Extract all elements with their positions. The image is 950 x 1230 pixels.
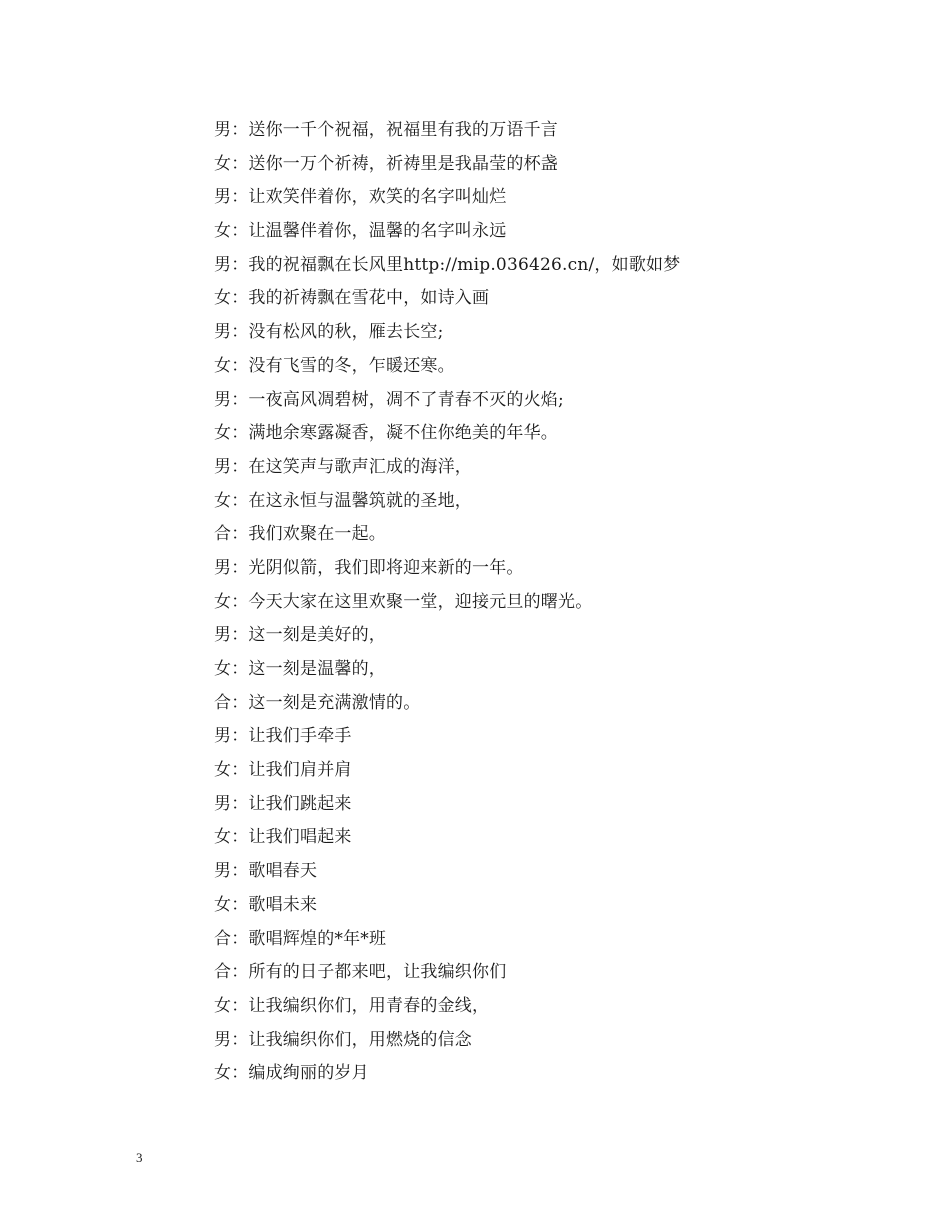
- speaker-label: 合：: [214, 524, 249, 545]
- speaker-label: 女：: [214, 659, 249, 679]
- speaker-label: 女：: [214, 153, 249, 174]
- line-text: 我的祝福飘在长风里http://mip.036426.cn/，如歌如梦: [248, 254, 681, 275]
- line-text: 没有飞雪的冬，乍暖还寒。: [248, 355, 455, 376]
- dialogue-line: [214, 925, 874, 959]
- dialogue-line: [214, 621, 874, 655]
- speaker-label: 男：: [214, 322, 249, 343]
- speaker-label: 男：: [214, 726, 249, 747]
- line-text: 送你一千个祝福，祝福里有我的万语千言: [248, 120, 559, 140]
- dialogue-line: [214, 588, 874, 622]
- dialogue-line: [214, 823, 874, 857]
- line-text: 满地余寒露凝香，凝不住你绝美的年华。: [248, 423, 559, 444]
- dialogue-line: [214, 150, 874, 184]
- line-text: 这一刻是美好的，: [248, 625, 387, 646]
- line-text: 歌唱未来: [248, 894, 318, 915]
- line-text: 所有的日子都来吧，让我编织你们: [248, 962, 507, 983]
- speaker-label: 男：: [214, 254, 249, 275]
- dialogue-line: [214, 318, 874, 352]
- speaker-label: 女：: [214, 355, 249, 376]
- dialogue-line: [214, 251, 874, 285]
- line-text: 让我们肩并肩: [248, 760, 352, 781]
- speaker-label: 男：: [214, 456, 249, 477]
- line-text: 让我编织你们，用青春的金线，: [248, 995, 490, 1016]
- speaker-label: 女：: [214, 827, 249, 848]
- dialogue-line: [214, 722, 874, 756]
- dialogue-line: [214, 116, 874, 150]
- line-text: 让欢笑伴着你，欢笑的名字叫灿烂: [248, 187, 507, 208]
- line-text: 让我编织你们，用燃烧的信念: [248, 1029, 473, 1050]
- speaker-label: 女：: [214, 423, 249, 444]
- line-text: 编成绚丽的岁月: [248, 1063, 369, 1084]
- speaker-label: 女：: [214, 490, 249, 511]
- line-text: 在这笑声与歌声汇成的海洋，: [248, 456, 473, 477]
- dialogue-line: [214, 1059, 874, 1093]
- dialogue-line: [214, 790, 874, 824]
- line-text: 一夜高风凋碧树，凋不了青春不灭的火焰;: [248, 389, 564, 410]
- speaker-label: 女：: [214, 1063, 249, 1084]
- line-text: 让温馨伴着你，温馨的名字叫永远: [248, 221, 507, 242]
- dialogue-line: [214, 992, 874, 1026]
- line-text: 让我们跳起来: [248, 793, 352, 814]
- speaker-label: 女：: [214, 995, 249, 1016]
- line-text: 在这永恒与温馨筑就的圣地，: [248, 490, 473, 511]
- dialogue-line: [214, 419, 874, 453]
- line-text: 这一刻是温馨的，: [248, 659, 387, 679]
- speaker-label: 男：: [214, 793, 249, 814]
- dialogue-line: [214, 689, 874, 723]
- dialogue-line: [214, 284, 874, 318]
- dialogue-line: [214, 891, 874, 925]
- speaker-label: 女：: [214, 760, 249, 781]
- dialogue-line: [214, 520, 874, 554]
- speaker-label: 男：: [214, 557, 249, 578]
- dialogue-line: [214, 655, 874, 689]
- line-text: 送你一万个祈祷，祈祷里是我晶莹的杯盏: [248, 153, 559, 174]
- speaker-label: 男：: [214, 861, 249, 882]
- line-text: 歌唱春天: [248, 861, 318, 882]
- speaker-label: 合：: [214, 928, 249, 949]
- speaker-label: 男：: [214, 389, 249, 410]
- speaker-label: 女：: [214, 221, 249, 242]
- speaker-label: 女：: [214, 591, 249, 612]
- dialogue-line: [214, 487, 874, 521]
- dialogue-line: [214, 217, 874, 251]
- dialogue-line: [214, 352, 874, 386]
- line-text: 没有松风的秋，雁去长空;: [248, 322, 444, 343]
- line-text: 我们欢聚在一起。: [248, 524, 387, 545]
- dialogue-line: [214, 1026, 874, 1060]
- dialogue-line: [214, 756, 874, 790]
- line-text: 让我们手牵手: [248, 726, 352, 747]
- speaker-label: 男：: [214, 1029, 249, 1050]
- line-text: 我的祈祷飘在雪花中，如诗入画: [248, 288, 490, 309]
- dialogue-line: [214, 554, 874, 588]
- speaker-label: 女：: [214, 894, 249, 915]
- dialogue-line: [214, 453, 874, 487]
- speaker-label: 男：: [214, 187, 249, 208]
- speaker-label: 女：: [214, 288, 249, 309]
- line-text: 这一刻是充满激情的。: [248, 692, 421, 713]
- dialogue-line: [214, 183, 874, 217]
- line-text: 让我们唱起来: [248, 827, 352, 848]
- dialogue-line: [214, 958, 874, 992]
- speaker-label: 男：: [214, 120, 249, 140]
- dialogue-line: [214, 857, 874, 891]
- speaker-label: 合：: [214, 962, 249, 983]
- line-text: 光阴似箭，我们即将迎来新的一年。: [248, 557, 524, 578]
- speaker-label: 男：: [214, 625, 249, 646]
- page-number: 3: [136, 1150, 143, 1165]
- dialogue-list: [214, 116, 874, 1093]
- speaker-label: 合：: [214, 692, 249, 713]
- dialogue-line: [214, 386, 874, 420]
- line-text: 今天大家在这里欢聚一堂，迎接元旦的曙光。: [248, 591, 593, 612]
- line-text: 歌唱辉煌的*年*班: [248, 928, 387, 949]
